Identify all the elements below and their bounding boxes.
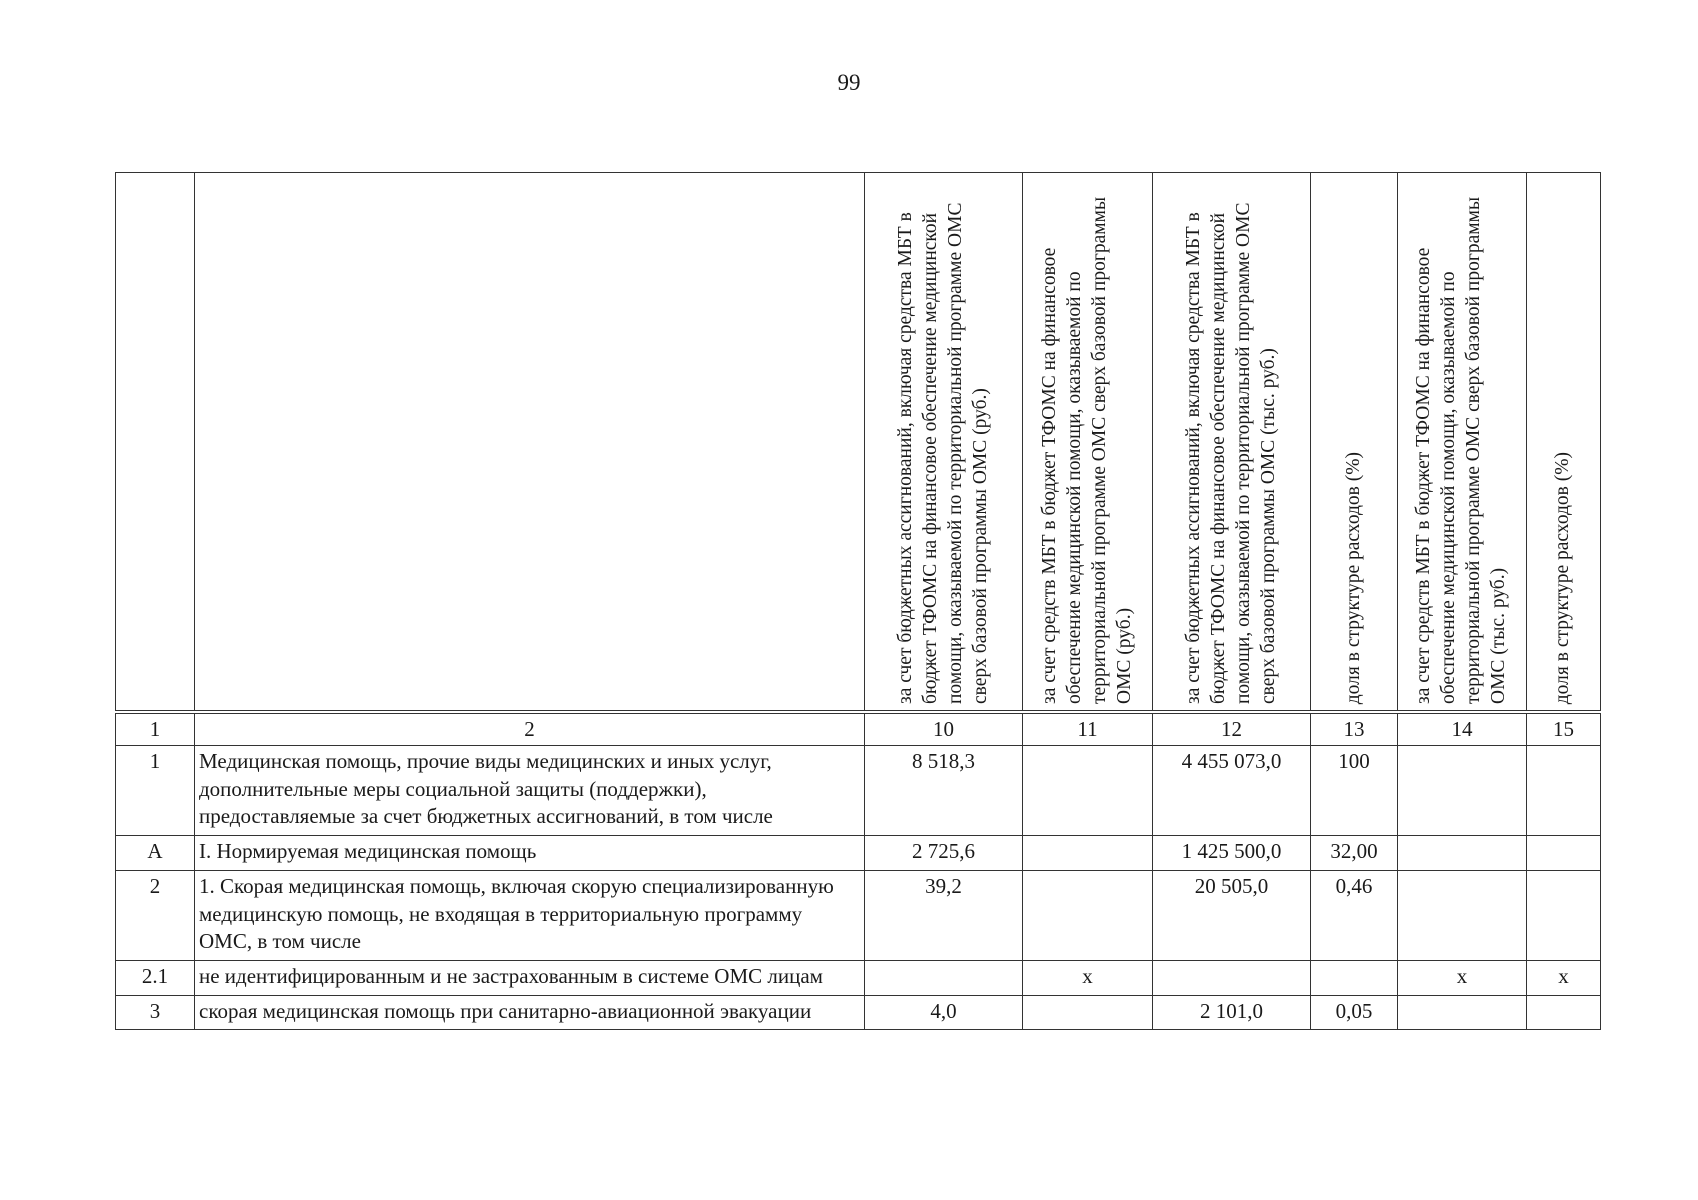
column-number: 15 — [1527, 714, 1601, 746]
expenditure-table — [115, 172, 1601, 1030]
value-col-12: 20 505,0 — [1153, 870, 1311, 960]
value-col-15: х — [1527, 961, 1601, 996]
header-cell-11 — [1023, 173, 1153, 711]
header-text-13: доля в структуре расходов (%) — [1342, 451, 1364, 704]
value-col-12: 1 425 500,0 — [1153, 836, 1311, 871]
table-header-row — [116, 173, 1601, 711]
row-name: 1. Скорая медицинская помощь, включая скорую специализированную медицинскую помощь, не входящая в территориальную программу ОМС, в том числе — [195, 870, 865, 960]
header-cell-15 — [1527, 173, 1601, 711]
header-cell-10 — [865, 173, 1023, 711]
header-text-15: доля в структуре расходов (%) — [1552, 451, 1574, 704]
header-cell-1 — [116, 173, 195, 711]
column-number: 11 — [1023, 714, 1153, 746]
column-number: 1 — [116, 714, 195, 746]
column-number: 13 — [1311, 714, 1398, 746]
row-name: I. Нормируемая медицинская помощь — [195, 836, 865, 871]
value-col-13 — [1311, 961, 1398, 996]
value-col-15 — [1527, 995, 1601, 1030]
value-col-14 — [1398, 995, 1527, 1030]
value-col-12: 4 455 073,0 — [1153, 746, 1311, 836]
value-col-14: х — [1398, 961, 1527, 996]
value-col-11 — [1023, 995, 1153, 1030]
header-text-12: за счет бюджетных ассигнований, включая средства МБТ в бюджет ТФОМС на финансовое обеспечение медицинской помощи, оказываемой по территориальной программе ОМС сверх базовой программы ОМС (тыс. руб.) — [1182, 202, 1279, 704]
column-number-row — [116, 714, 1601, 746]
value-col-15 — [1527, 870, 1601, 960]
row-number: 1 — [116, 746, 195, 836]
row-number: 3 — [116, 995, 195, 1030]
value-col-10 — [865, 961, 1023, 996]
header-cell-2 — [195, 173, 865, 711]
value-col-14 — [1398, 836, 1527, 871]
header-cell-13 — [1311, 173, 1398, 711]
value-col-14 — [1398, 746, 1527, 836]
value-col-11 — [1023, 746, 1153, 836]
value-col-10: 2 725,6 — [865, 836, 1023, 871]
table-row — [116, 746, 1601, 836]
header-text-10: за счет бюджетных ассигнований, включая средства МБТ в бюджет ТФОМС на финансовое обеспечение медицинской помощи, оказываемой по территориальной программе ОМС сверх базовой программы ОМС (руб.) — [894, 202, 991, 704]
header-text-14: за счет средств МБТ в бюджет ТФОМС на финансовое обеспечение медицинской помощи, оказываемой по территориальной программе ОМС сверх базовой программы ОМС (тыс. руб.) — [1413, 196, 1509, 704]
value-col-11 — [1023, 836, 1153, 871]
row-name: скорая медицинская помощь при санитарно-авиационной эвакуации — [195, 995, 865, 1030]
table-row — [116, 961, 1601, 996]
value-col-11: х — [1023, 961, 1153, 996]
value-col-15 — [1527, 836, 1601, 871]
value-col-14 — [1398, 870, 1527, 960]
value-col-11 — [1023, 870, 1153, 960]
value-col-13: 32,00 — [1311, 836, 1398, 871]
value-col-10: 39,2 — [865, 870, 1023, 960]
column-number: 12 — [1153, 714, 1311, 746]
header-cell-14 — [1398, 173, 1527, 711]
value-col-13: 0,46 — [1311, 870, 1398, 960]
table-row — [116, 836, 1601, 871]
header-text-11: за счет средств МБТ в бюджет ТФОМС на финансовое обеспечение медицинской помощи, оказываемой по территориальной программе ОМС сверх базовой программы ОМС (руб.) — [1038, 196, 1135, 704]
column-number: 14 — [1398, 714, 1527, 746]
column-number: 2 — [195, 714, 865, 746]
value-col-15 — [1527, 746, 1601, 836]
value-col-13: 0,05 — [1311, 995, 1398, 1030]
row-name: Медицинская помощь, прочие виды медицинских и иных услуг, дополнительные меры социальной защиты (поддержки), предоставляемые за счет бюджетных ассигнований, в том числе — [195, 746, 865, 836]
row-number: 2.1 — [116, 961, 195, 996]
column-number: 10 — [865, 714, 1023, 746]
row-number: А — [116, 836, 195, 871]
page-number: 99 — [837, 70, 861, 95]
value-col-12 — [1153, 961, 1311, 996]
header-cell-12 — [1153, 173, 1311, 711]
value-col-12: 2 101,0 — [1153, 995, 1311, 1030]
row-number: 2 — [116, 870, 195, 960]
table-row — [116, 870, 1601, 960]
value-col-13: 100 — [1311, 746, 1398, 836]
value-col-10: 4,0 — [865, 995, 1023, 1030]
table-row — [116, 995, 1601, 1030]
row-name: не идентифицированным и не застрахованным в системе ОМС лицам — [195, 961, 865, 996]
value-col-10: 8 518,3 — [865, 746, 1023, 836]
